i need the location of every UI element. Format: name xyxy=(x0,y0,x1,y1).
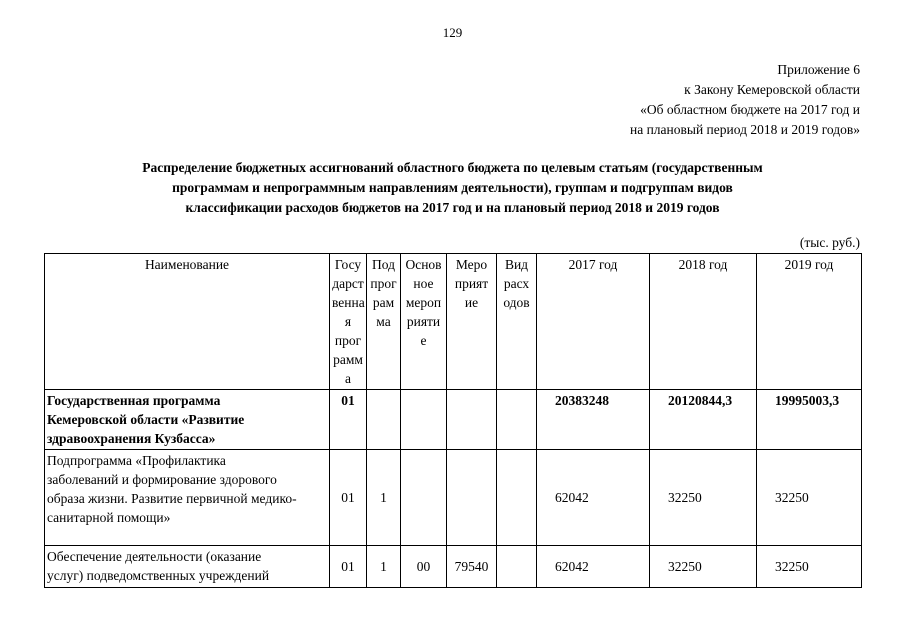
table-row xyxy=(45,450,862,546)
header-fragment: Основ xyxy=(405,257,442,272)
header-fragment: я xyxy=(344,314,352,329)
row-name-line: Государственная программа xyxy=(47,393,221,408)
cell-event xyxy=(447,450,497,546)
header-fragment: дарст xyxy=(332,276,364,291)
row-name xyxy=(45,546,330,588)
cell-state-program: 01 xyxy=(330,546,367,588)
cell-event xyxy=(447,390,497,450)
cell-2017: 62042 xyxy=(537,546,650,588)
cell-2018: 32250 xyxy=(650,546,757,588)
header-fragment: Вид xyxy=(504,257,529,272)
cell-2017: 20383248 xyxy=(537,390,650,450)
row-name-line: образа жизни. Развитие первичной медико- xyxy=(47,491,297,506)
row-name xyxy=(45,450,330,546)
cell-subprogram: 1 xyxy=(367,546,401,588)
table-header-row xyxy=(45,254,862,390)
cell-main-event xyxy=(401,450,447,546)
row-name-line: услуг) подведомственных учреждений xyxy=(47,568,270,583)
cell-expense-type xyxy=(497,450,537,546)
header-fragment: ие xyxy=(464,295,479,310)
header-fragment: прог xyxy=(370,276,397,291)
cell-expense-type xyxy=(497,390,537,450)
row-name xyxy=(45,390,330,450)
appendix-line: к Закону Кемеровской области xyxy=(684,82,860,97)
header-fragment: мероп xyxy=(405,295,442,310)
budget-table xyxy=(44,253,862,588)
title-line: классификации расходов бюджетов на 2017 год и на плановый период 2018 и 2019 годов xyxy=(185,200,720,215)
title-line: Распределение бюджетных ассигнований областного бюджета по целевым статьям (государственным xyxy=(142,160,763,175)
row-name-line: заболеваний и формирование здорового xyxy=(47,472,277,487)
appendix-line: Приложение 6 xyxy=(777,62,860,77)
header-2019: 2019 год xyxy=(757,254,862,390)
header-2017: 2017 год xyxy=(537,254,650,390)
row-name-line: Обеспечение деятельности (оказание xyxy=(47,549,262,564)
appendix-note xyxy=(630,60,860,140)
appendix-line: на плановый период 2018 и 2019 годов» xyxy=(629,122,860,137)
cell-2019: 32250 xyxy=(757,450,862,546)
header-fragment: рамм xyxy=(333,352,363,367)
header-2018: 2018 год xyxy=(650,254,757,390)
document-title xyxy=(60,158,845,218)
cell-event: 79540 xyxy=(447,546,497,588)
header-fragment: венна xyxy=(332,295,365,310)
table-row xyxy=(45,390,862,450)
header-fragment: ное xyxy=(413,276,434,291)
header-fragment: е xyxy=(420,333,427,348)
cell-subprogram: 1 xyxy=(367,450,401,546)
cell-expense-type xyxy=(497,546,537,588)
row-name-line: санитарной помощи» xyxy=(47,510,171,525)
table-row xyxy=(45,546,862,588)
header-fragment: рам xyxy=(372,295,395,310)
header-fragment: рияти xyxy=(406,314,441,329)
header-fragment: Под xyxy=(372,257,395,272)
header-main-event xyxy=(401,254,447,390)
units-label: (тыс. руб.) xyxy=(799,235,860,250)
header-fragment: прият xyxy=(454,276,489,291)
cell-2017: 62042 xyxy=(537,450,650,546)
cell-main-event xyxy=(401,390,447,450)
header-subprogram xyxy=(367,254,401,390)
cell-subprogram xyxy=(367,390,401,450)
header-fragment: расх xyxy=(503,276,530,291)
row-name-line: здравоохранения Кузбасса» xyxy=(47,431,216,446)
header-fragment: одов xyxy=(503,295,530,310)
cell-main-event: 00 xyxy=(401,546,447,588)
header-expense-type xyxy=(497,254,537,390)
cell-2018: 20120844,3 xyxy=(650,390,757,450)
header-state-program xyxy=(330,254,367,390)
header-event xyxy=(447,254,497,390)
row-name-line: Кемеровской области «Развитие xyxy=(47,412,245,427)
page-number: 129 xyxy=(442,25,463,40)
appendix-line: «Об областном бюджете на 2017 год и xyxy=(640,102,860,117)
cell-2019: 19995003,3 xyxy=(757,390,862,450)
title-line: программам и непрограммным направлениям деятельности), группам и подгруппам видов xyxy=(172,180,733,195)
cell-2018: 32250 xyxy=(650,450,757,546)
header-fragment: прог xyxy=(334,333,362,348)
header-name: Наименование xyxy=(45,254,330,390)
header-fragment: Госу xyxy=(334,257,362,272)
header-fragment: Меро xyxy=(455,257,488,272)
header-fragment: ма xyxy=(376,314,391,329)
header-fragment: а xyxy=(345,371,351,386)
cell-state-program: 01 xyxy=(330,450,367,546)
cell-2019: 32250 xyxy=(757,546,862,588)
cell-state-program: 01 xyxy=(330,390,367,450)
row-name-line: Подпрограмма «Профилактика xyxy=(47,453,226,468)
